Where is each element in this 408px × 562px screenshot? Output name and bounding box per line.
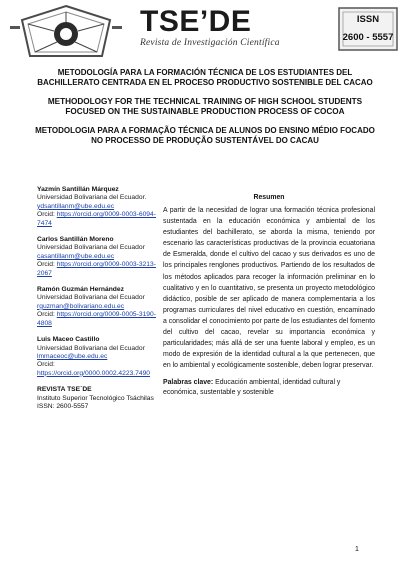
orcid-link[interactable]: https://orcid.org/0009-0005-3190-4808 <box>37 311 156 327</box>
author-email-link[interactable]: ydsantillanm@ube.edu.ec <box>37 202 115 210</box>
author-email-link[interactable]: rguzman@bolivariano.edu.ec <box>37 302 125 310</box>
author-affiliation: Universidad Bolivariana del Ecuador. <box>37 194 147 202</box>
journal-brand <box>140 6 280 48</box>
author-name: Ramón Guzmán Hernández <box>37 286 124 294</box>
orcid-label: Orcid: <box>37 261 55 269</box>
abstract-body: A partir de la necesidad de lograr una formación técnica profesional sustentada en la educación económica y ambiental de los estudiantes del bachillerato, se aborda la misma, teniendo por escenario las características productivas de la provincia ecuatoriana de Esmeralda, donde el cultivo del cacao y sus derivados es uno de los principales renglones productivos. Partiendo de los resultados de los métodos aplicados para recoger la información preliminar en lo cualitativo y en lo cuantitativo, se presenta un proyecto metodológico didáctico, posible de ser aplicado de manera complementaria a los programas curriculares del nivel educativo en cuestión, encaminado a consolidar el conocimiento por parte de los estudiantes del fomento del cultivo del cacao, revelar su importancia económica y particularidades; más allá de ser una fuente laboral y empleo, es un modo de expresión de la identidad cultural a la que pertenecen, que en lo ambiental y ecológicamente sostenible, deben lograr preservar. <box>163 207 375 370</box>
title-portuguese: METODOLOGIA PARA A FORMAÇÃO TÉCNICA DE ALUNOS DO ENSINO MÉDIO FOCADO NO PROCESSO DE PRODUÇÃO SUSTENTÁVEL DO CACAU <box>35 126 375 145</box>
journal-info-issn: ISSN: 2600-5557 <box>37 402 89 410</box>
article-titles <box>30 68 380 155</box>
author-entry <box>37 336 157 378</box>
author-affiliation: Universidad Bolivariana del Ecuador <box>37 244 145 252</box>
keywords-text: Educación ambiental, identidad cultural y económica, sustentable y sostenible <box>163 379 341 397</box>
journal-header <box>0 0 408 62</box>
author-affiliation: Universidad Bolivariana del Ecuador <box>37 294 145 302</box>
author-entry <box>37 236 157 278</box>
keywords-label: Palabras clave: <box>163 379 214 387</box>
author-email-link[interactable]: lmmaceoc@ube.edu.ec <box>37 352 108 360</box>
issn-label: ISSN <box>356 14 380 25</box>
author-name: Carlos Santillán Moreno <box>37 236 114 244</box>
journal-info-name: REVISTA TSE´DE <box>37 386 92 394</box>
orcid-label: Orcid: <box>37 361 55 369</box>
orcid-link[interactable]: https://orcid.org/0009-0003-3213-2067 <box>37 261 156 277</box>
title-english: METHODOLOGY FOR THE TECHNICAL TRAINING OF HIGH SCHOOL STUDENTS FOCUSED ON THE SUSTAINABLE PRODUCTION PROCESS OF COCOA <box>47 97 363 116</box>
title-spanish: METODOLOGÍA PARA LA FORMACIÓN TÉCNICA DE LOS ESTUDIANTES DEL BACHILLERATO CENTRADA EN EL PROCESO PRODUCTIVO SOSTENIBLE DEL CACAO <box>37 68 373 87</box>
author-name: Yazmín Santillán Márquez <box>37 186 119 193</box>
issn-badge <box>335 4 401 54</box>
issn-value: 2600 - 5557 <box>342 32 394 43</box>
journal-logo-icon <box>10 4 122 60</box>
journal-subtitle: Revista de Investigación Científica <box>140 38 280 48</box>
journal-title: TSE’DE <box>140 5 252 38</box>
journal-info-institution: Instituto Superior Tecnológico Tsáchilas <box>37 394 154 402</box>
journal-info <box>37 386 157 411</box>
orcid-label: Orcid: <box>37 211 55 219</box>
issn-badge-shape-icon <box>335 4 401 54</box>
abstract-heading: Resumen <box>253 194 285 201</box>
keywords <box>163 378 375 398</box>
orcid-label: Orcid: <box>37 311 55 319</box>
author-column <box>37 186 157 411</box>
author-entry <box>37 186 157 228</box>
orcid-link[interactable]: https://orcid.org/0009-0003-6094-7474 <box>37 211 156 227</box>
orcid-link[interactable]: https://orcid.org/0000.0002.4223.7490 <box>37 369 151 377</box>
author-affiliation: Universidad Bolivariana del Ecuador <box>37 344 145 352</box>
abstract-section <box>163 194 375 398</box>
author-name: Luis Maceo Castillo <box>37 336 100 344</box>
author-email-link[interactable]: casantillanm@ube.edu.ec <box>37 252 115 260</box>
page-number: 1 <box>355 546 359 553</box>
author-entry <box>37 286 157 328</box>
